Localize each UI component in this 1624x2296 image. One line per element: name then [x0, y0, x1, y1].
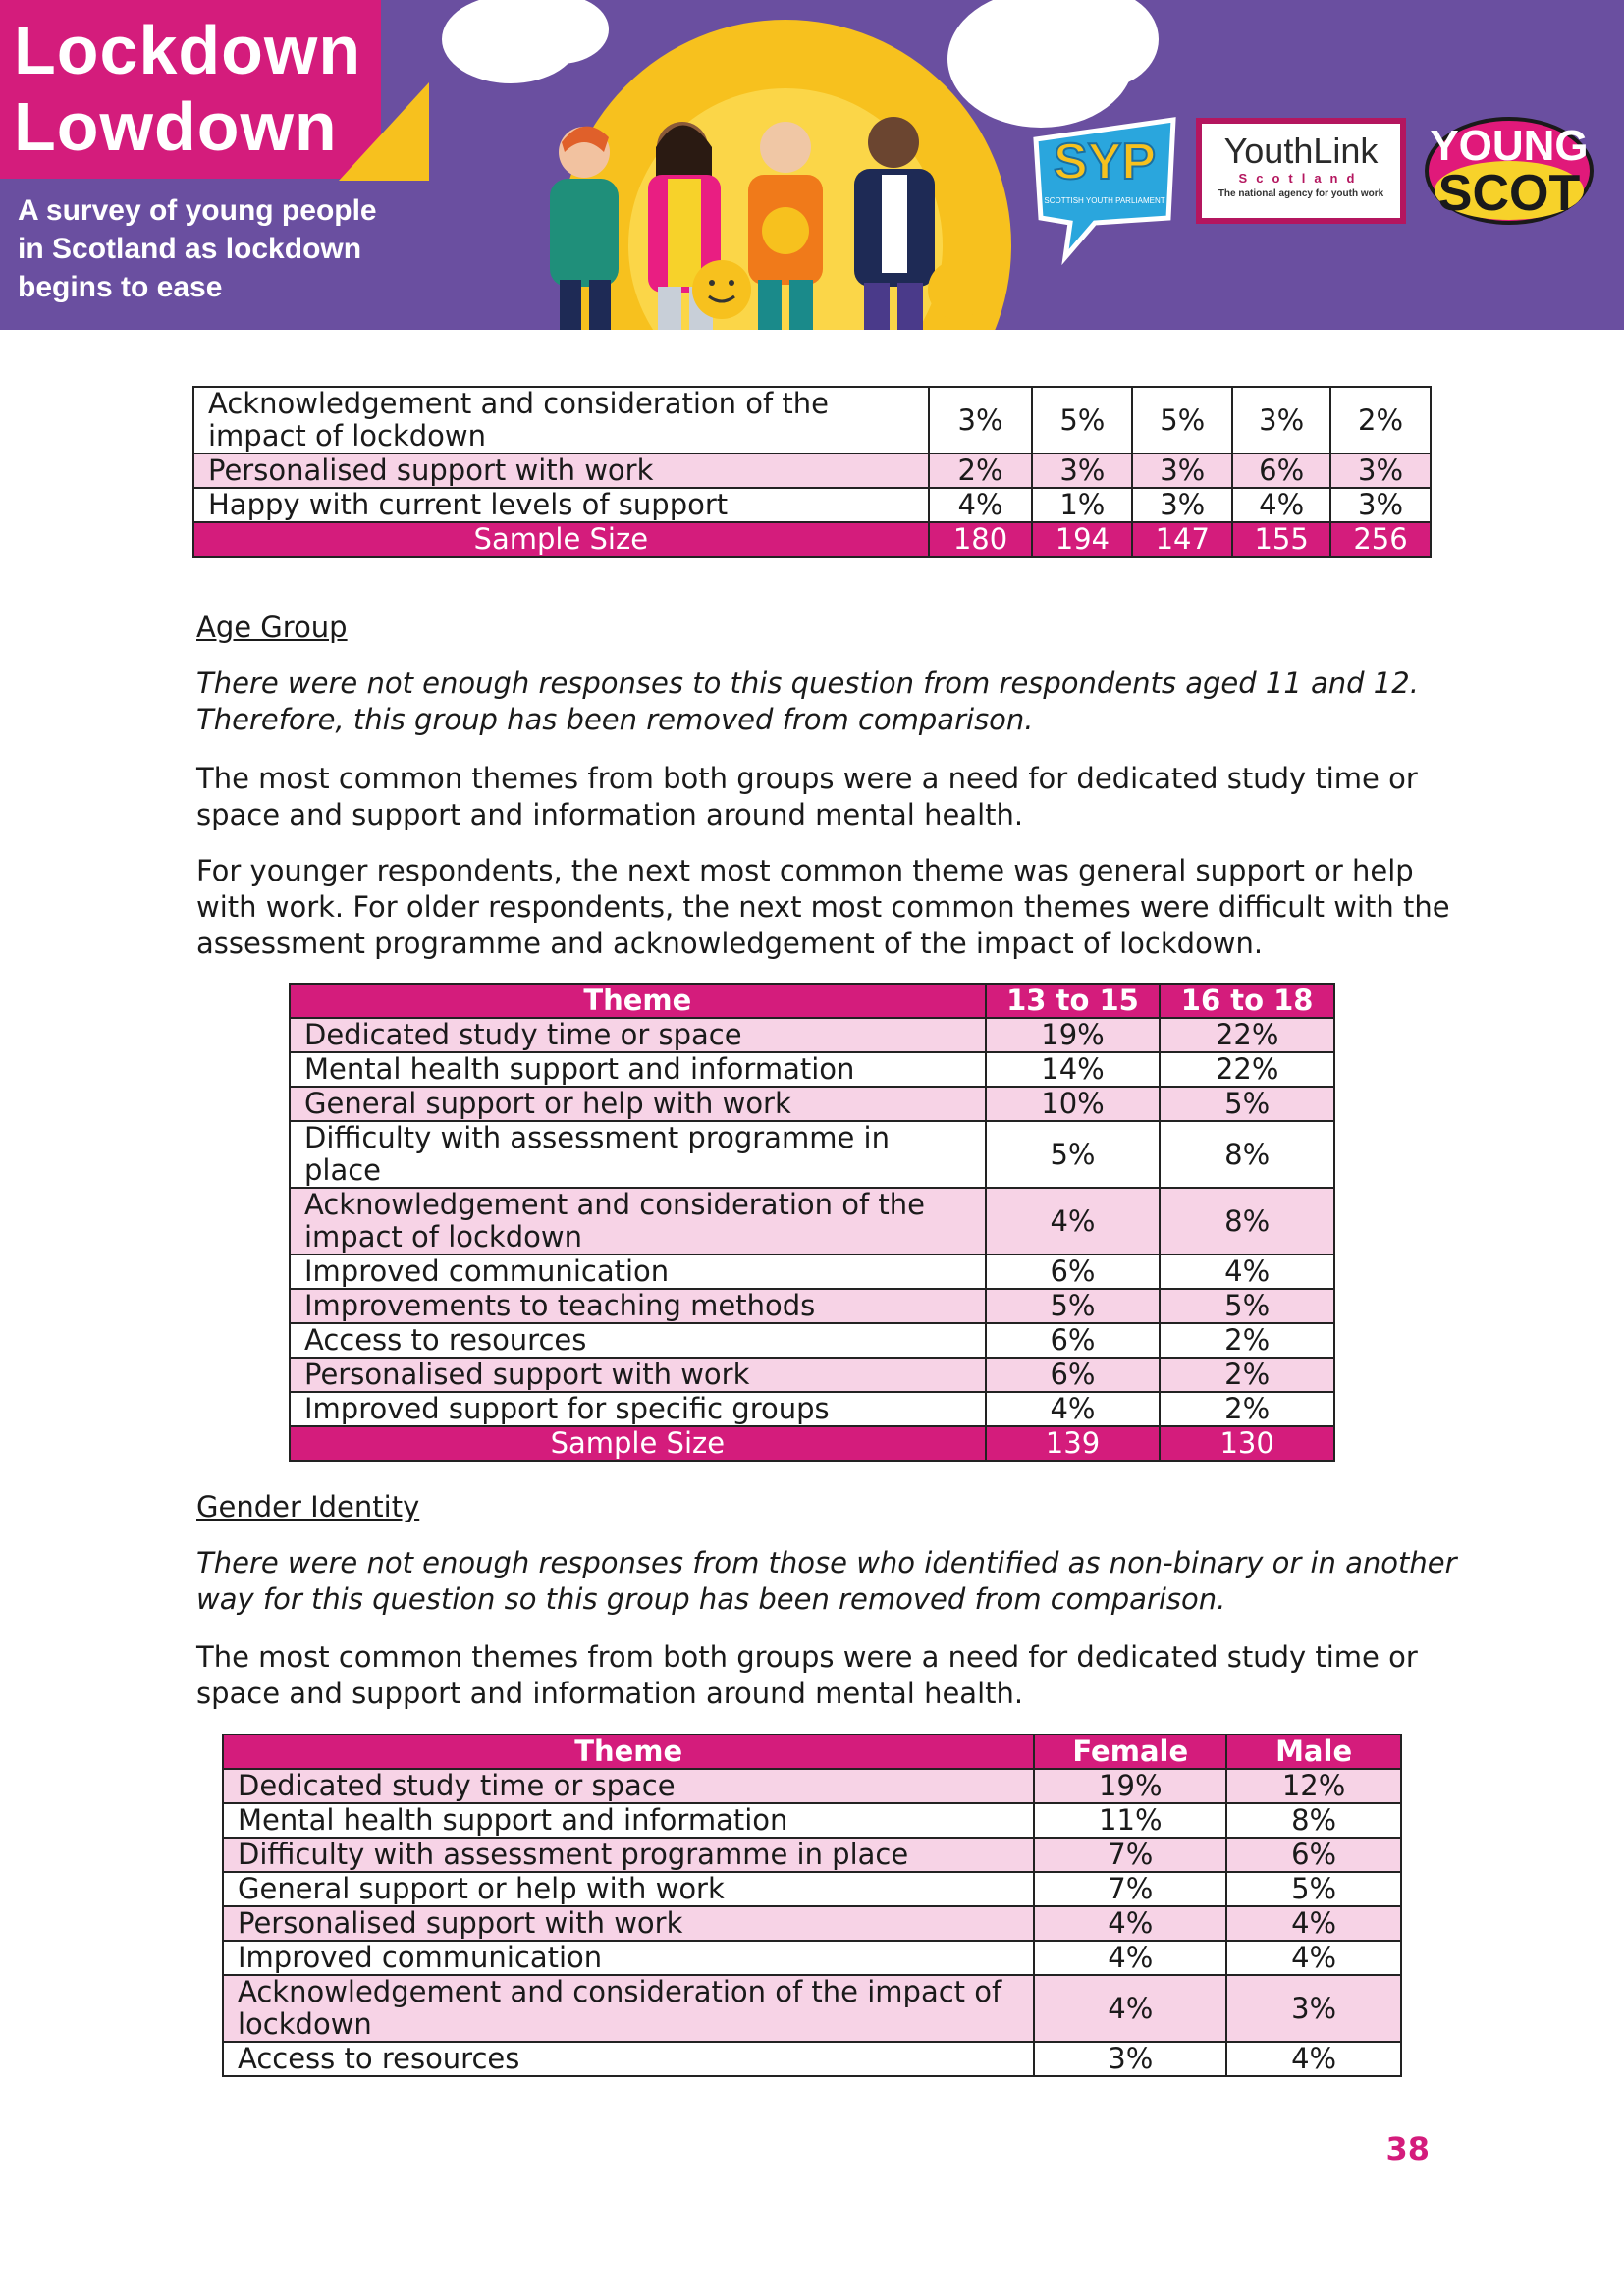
- theme-cell: Improvements to teaching methods: [290, 1289, 986, 1323]
- column-header: Theme: [290, 984, 986, 1018]
- report-subtitle: A survey of young people in Scotland as lockdown begins to ease: [18, 194, 377, 303]
- young-scot-text-1: YOUNG: [1430, 122, 1589, 170]
- column-header: Male: [1226, 1735, 1401, 1769]
- theme-cell: Personalised support with work: [223, 1906, 1034, 1941]
- syp-logo-subtext: SCOTTISH YOUTH PARLIAMENT: [1044, 196, 1165, 205]
- column-header: Theme: [223, 1735, 1034, 1769]
- sample-size-row: [193, 522, 1431, 557]
- header-banner: [0, 0, 1624, 330]
- table-row: [223, 1803, 1401, 1838]
- table-row: [223, 1975, 1401, 2042]
- table-row: [223, 1838, 1401, 1872]
- value-cell: 4%: [1226, 2042, 1401, 2076]
- table-row: [290, 1052, 1334, 1087]
- youthlink-name: YouthLink: [1223, 131, 1379, 171]
- value-cell: 6%: [1232, 454, 1330, 488]
- title-line-1: Lockdown: [14, 12, 362, 88]
- value-cell: 3%: [1330, 488, 1431, 522]
- sample-size-label: Sample Size: [290, 1426, 986, 1461]
- value-cell: 4%: [1226, 1906, 1401, 1941]
- theme-cell: Acknowledgement and consideration of the impact of lockdown: [290, 1188, 986, 1255]
- value-cell: 3%: [929, 387, 1033, 454]
- age-group-paragraph-1: The most common themes from both groups were a need for dedicated study time or space and support and information around mental health.: [196, 762, 1418, 831]
- syp-logo: [1026, 110, 1183, 267]
- value-cell: 4%: [1034, 1975, 1226, 2042]
- theme-cell: Personalised support with work: [290, 1358, 986, 1392]
- table-row: [193, 488, 1431, 522]
- theme-cell: Personalised support with work: [193, 454, 929, 488]
- value-cell: 11%: [1034, 1803, 1226, 1838]
- theme-cell: General support or help with work: [290, 1087, 986, 1121]
- value-cell: 2%: [1330, 387, 1431, 454]
- value-cell: 14%: [986, 1052, 1161, 1087]
- table-row: [223, 1769, 1401, 1803]
- value-cell: 6%: [1226, 1838, 1401, 1872]
- value-cell: 3%: [1034, 2042, 1226, 2076]
- themes-table-continued: [192, 386, 1432, 558]
- sample-size-value: 256: [1330, 522, 1431, 557]
- report-title: [14, 12, 361, 165]
- theme-cell: Improved communication: [290, 1255, 986, 1289]
- value-cell: 4%: [1226, 1941, 1401, 1975]
- theme-cell: Happy with current levels of support: [193, 488, 929, 522]
- value-cell: 4%: [986, 1392, 1161, 1426]
- value-cell: 4%: [986, 1188, 1161, 1255]
- page-number: 38: [1385, 2130, 1430, 2167]
- value-cell: 3%: [1232, 387, 1330, 454]
- syp-logo-text: SYP: [1053, 133, 1157, 190]
- column-header: Female: [1034, 1735, 1226, 1769]
- table-row: [290, 1289, 1334, 1323]
- value-cell: 3%: [1132, 488, 1232, 522]
- sample-size-value: 130: [1160, 1426, 1334, 1461]
- table-row: [223, 1941, 1401, 1975]
- value-cell: 6%: [986, 1323, 1161, 1358]
- theme-cell: Acknowledgement and consideration of the impact of lockdown: [223, 1975, 1034, 2042]
- value-cell: 4%: [1160, 1255, 1334, 1289]
- theme-cell: Mental health support and information: [290, 1052, 986, 1087]
- sample-size-label: Sample Size: [193, 522, 929, 557]
- value-cell: 12%: [1226, 1769, 1401, 1803]
- table-row: [223, 1906, 1401, 1941]
- value-cell: 1%: [1032, 488, 1132, 522]
- value-cell: 2%: [1160, 1392, 1334, 1426]
- theme-cell: Dedicated study time or space: [290, 1018, 986, 1052]
- table-row: [290, 1392, 1334, 1426]
- value-cell: 2%: [1160, 1358, 1334, 1392]
- value-cell: 19%: [986, 1018, 1161, 1052]
- title-line-2: Lowdown: [14, 88, 338, 165]
- value-cell: 4%: [1232, 488, 1330, 522]
- value-cell: 8%: [1160, 1121, 1334, 1188]
- sample-size-value: 147: [1132, 522, 1232, 557]
- table-row: [290, 1255, 1334, 1289]
- value-cell: 6%: [986, 1358, 1161, 1392]
- theme-cell: General support or help with work: [223, 1872, 1034, 1906]
- table-header-row: [223, 1735, 1401, 1769]
- gender-identity-paragraph-1: The most common themes from both groups were a need for dedicated study time or space and support and information around mental health.: [196, 1640, 1418, 1710]
- young-people-illustration: [511, 59, 1041, 330]
- theme-cell: Access to resources: [290, 1323, 986, 1358]
- value-cell: 6%: [986, 1255, 1161, 1289]
- theme-cell: Access to resources: [223, 2042, 1034, 2076]
- value-cell: 5%: [1132, 387, 1232, 454]
- young-scot-text-2: SCOT: [1437, 165, 1581, 222]
- value-cell: 4%: [1034, 1906, 1226, 1941]
- table-row: [290, 1018, 1334, 1052]
- table-row: [193, 454, 1431, 488]
- table-header-row: [290, 984, 1334, 1018]
- value-cell: 8%: [1226, 1803, 1401, 1838]
- column-header: 13 to 15: [986, 984, 1161, 1018]
- table-row: [290, 1188, 1334, 1255]
- sample-size-row: [290, 1426, 1334, 1461]
- table-row: [290, 1358, 1334, 1392]
- theme-cell: Dedicated study time or space: [223, 1769, 1034, 1803]
- value-cell: 2%: [1160, 1323, 1334, 1358]
- age-group-heading: Age Group: [196, 611, 348, 644]
- youthlink-sub: Scotland: [1238, 171, 1364, 186]
- gender-identity-note: There were not enough responses from those who identified as non-binary or in another way for this question so this group has been removed from comparison.: [196, 1546, 1457, 1616]
- theme-cell: Acknowledgement and consideration of the impact of lockdown: [193, 387, 929, 454]
- value-cell: 22%: [1160, 1052, 1334, 1087]
- theme-cell: Difficulty with assessment programme in place: [290, 1121, 986, 1188]
- youthlink-logo: [1196, 118, 1406, 224]
- gender-identity-table: [222, 1734, 1402, 2077]
- age-group-paragraph-2: For younger respondents, the next most common theme was general support or help with work. For older respondents, the next most common themes were difficult with the assessment programme and acknowledgement of the impact of lockdown.: [196, 854, 1450, 960]
- value-cell: 8%: [1160, 1188, 1334, 1255]
- youthlink-tagline: The national agency for youth work: [1218, 188, 1384, 199]
- theme-cell: Improved communication: [223, 1941, 1034, 1975]
- theme-cell: Improved support for specific groups: [290, 1392, 986, 1426]
- value-cell: 5%: [1226, 1872, 1401, 1906]
- theme-cell: Mental health support and information: [223, 1803, 1034, 1838]
- age-group-table: [289, 983, 1335, 1462]
- value-cell: 5%: [986, 1289, 1161, 1323]
- value-cell: 7%: [1034, 1872, 1226, 1906]
- value-cell: 4%: [1034, 1941, 1226, 1975]
- table-row: [223, 1872, 1401, 1906]
- age-group-note: There were not enough responses to this question from respondents aged 11 and 12. Therefore, this group has been removed from comparison.: [196, 667, 1419, 736]
- value-cell: 19%: [1034, 1769, 1226, 1803]
- value-cell: 5%: [986, 1121, 1161, 1188]
- value-cell: 3%: [1032, 454, 1132, 488]
- table-row: [290, 1121, 1334, 1188]
- value-cell: 2%: [929, 454, 1033, 488]
- table-row: [290, 1323, 1334, 1358]
- value-cell: 5%: [1160, 1289, 1334, 1323]
- sample-size-value: 180: [929, 522, 1033, 557]
- theme-cell: Difficulty with assessment programme in place: [223, 1838, 1034, 1872]
- column-header: 16 to 18: [1160, 984, 1334, 1018]
- value-cell: 7%: [1034, 1838, 1226, 1872]
- table-row: [193, 387, 1431, 454]
- value-cell: 5%: [1032, 387, 1132, 454]
- value-cell: 3%: [1330, 454, 1431, 488]
- value-cell: 5%: [1160, 1087, 1334, 1121]
- young-scot-logo: [1424, 116, 1595, 226]
- value-cell: 4%: [929, 488, 1033, 522]
- value-cell: 10%: [986, 1087, 1161, 1121]
- table-row: [290, 1087, 1334, 1121]
- value-cell: 3%: [1226, 1975, 1401, 2042]
- value-cell: 3%: [1132, 454, 1232, 488]
- gender-identity-heading: Gender Identity: [196, 1490, 420, 1523]
- sample-size-value: 139: [986, 1426, 1161, 1461]
- table-row: [223, 2042, 1401, 2076]
- sample-size-value: 155: [1232, 522, 1330, 557]
- value-cell: 22%: [1160, 1018, 1334, 1052]
- sample-size-value: 194: [1032, 522, 1132, 557]
